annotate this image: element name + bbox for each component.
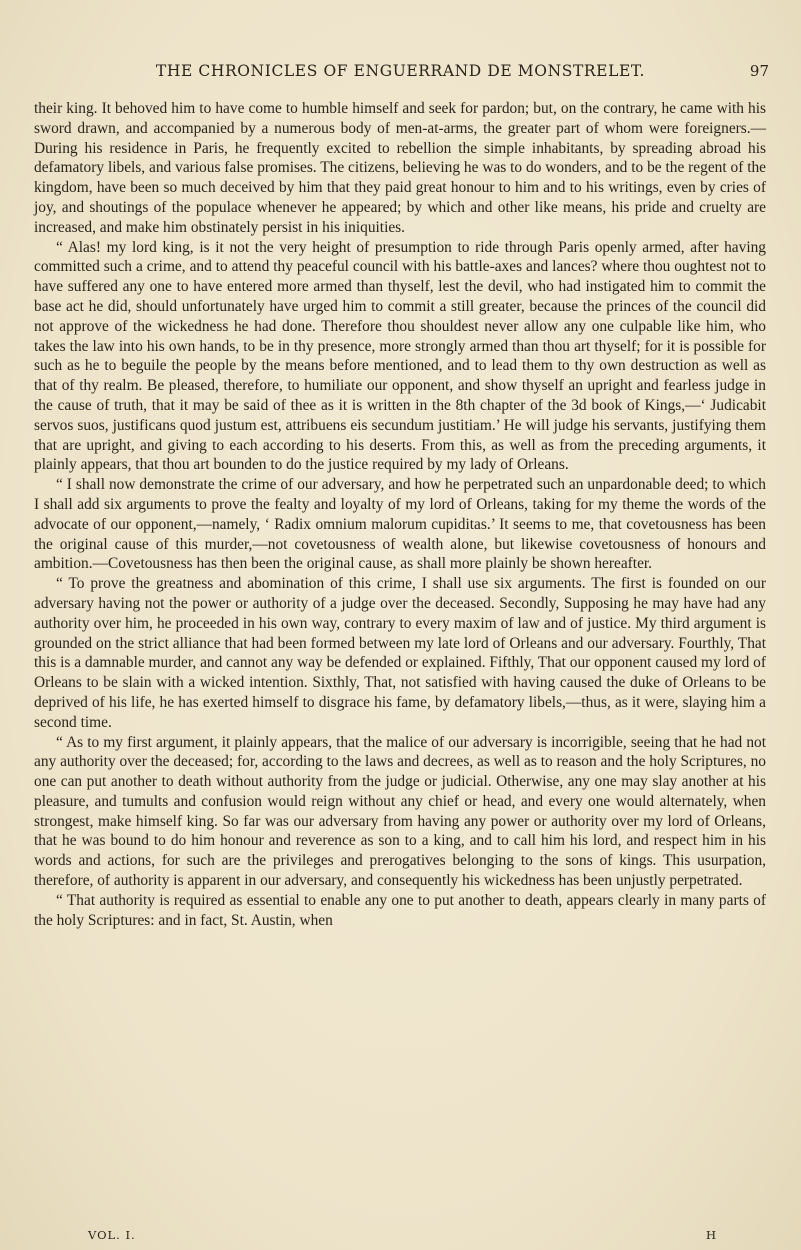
paragraph: “ Alas! my lord king, is it not the very height of presumption to ride through Paris openly armed, after having committed such a crime, and to attend thy peaceful council with his battle-axes and lances? where thou oughtest not to have suffered any one to have entered more armed than thyself, lest the devil, who had instigated him to commit the base act he did, should unfortunately have urged him to commit a still greater, because the princes of the council did not approve of the wickedness he had done. Therefore thou shouldest never allow any one culpable like him, who takes the law into his own hands, to be in thy presence, more strongly armed than thou art thyself; for it is possible for such as he to beguile the people by the means before mentioned, and to lead them to thy own destruction as well as that of thy realm. Be pleased, therefore, to humiliate our opponent, and show thyself an upright and fearless judge in the cause of truth, that it may be said of thee as it is written in the 8th chapter of the 3d book of Kings,—‘ Judicabit servos suos, justificans quod justum est, attribuens eis secundum justitiam.’ He will judge his servants, justifying them that are upright, and giving to each according to his deserts. From this, as well as from the preceding arguments, it plainly appears, that thou art bounden to do the justice required by my lady of Orleans. [34,238,766,474]
body-text [34,99,766,930]
running-title: THE CHRONICLES OF ENGUERRAND DE MONSTRELET. [155,62,646,80]
signature-mark: H [705,1228,717,1242]
paragraph: their king. It behoved him to have come to humble himself and seek for pardon; but, on the contrary, he came with his sword drawn, and accompanied by a numerous body of men-at-arms, the greater part of whom were foreigners.—During his residence in Paris, he frequently excited to rebellion the simple inhabitants, by spreading abroad his defamatory libels, and various false promises. The citizens, believing he was to do wonders, and to be the regent of the kingdom, have been so much deceived by him that they paid great honour to him and to his writings, even by cries of joy, and shoutings of the populace whenever he appeared; by which and other like means, his pride and cruelty are increased, and make him obstinately persist in his iniquities. [34,100,766,236]
volume-label: VOL. I. [88,1228,136,1242]
paragraph: “ To prove the greatness and abomination of this crime, I shall use six arguments. The first is founded on our adversary having not the power or authority of a judge over the deceased. Secondly, Supposing he may have had any authority over him, he proceeded in his own way, contrary to every maxim of law and of justice. My third argument is grounded on the strict alliance that had been formed between my late lord of Orleans and our adversary. Fourthly, That this is a damnable murder, and cannot any way be defended or explained. Fifthly, That our opponent caused my lord of Orleans to be slain with a wicked intention. Sixthly, That, not satisfied with having caused the duke of Orleans to be deprived of his life, he has exerted himself to disgrace his fame, by defamatory libels,—thus, as it were, slaying him a second time. [34,575,766,731]
page-header [0,62,801,86]
paragraph: “ As to my first argument, it plainly appears, that the malice of our adversary is incorrigible, seeing that he had not any authority over the deceased; for, according to the laws and decrees, as well as to reason and the holy Scriptures, no one can put another to death without authority from the judge or judicial. Otherwise, any one may slay another at his pleasure, and tumults and confusion would reign without any chief or head, and every one would alternately, when strongest, make himself king. So far was our adversary from having any power or authority over my lord of Orleans, that he was bound to do him honour and reverence as son to a king, and to call him his lord, and respect him in his words and actions, for such are the privileges and prerogatives belonging to the sons of kings. This usurpation, therefore, of authority is apparent in our adversary, and consequently his wickedness has been unjustly perpetrated. [34,733,766,890]
page-number: 97 [749,62,769,80]
paragraph: “ That authority is required as essential to enable any one to put another to death, appears clearly in many parts of the holy Scriptures: and in fact, St. Austin, when [34,891,766,929]
paragraph: “ I shall now demonstrate the crime of our adversary, and how he perpetrated such an unpardonable deed; to which I shall add six arguments to prove the fealty and loyalty of my lord of Orleans, taking for my theme the words of the advocate of our opponent,—namely, ‘ Radix omnium malorum cupiditas.’ It seems to me, that covetousness has been the original cause of this murder,—not covetousness of wealth alone, but likewise covetousness of honours and ambition.—Covetousness has then been the original cause, as shall more plainly be shown hereafter. [34,476,766,573]
